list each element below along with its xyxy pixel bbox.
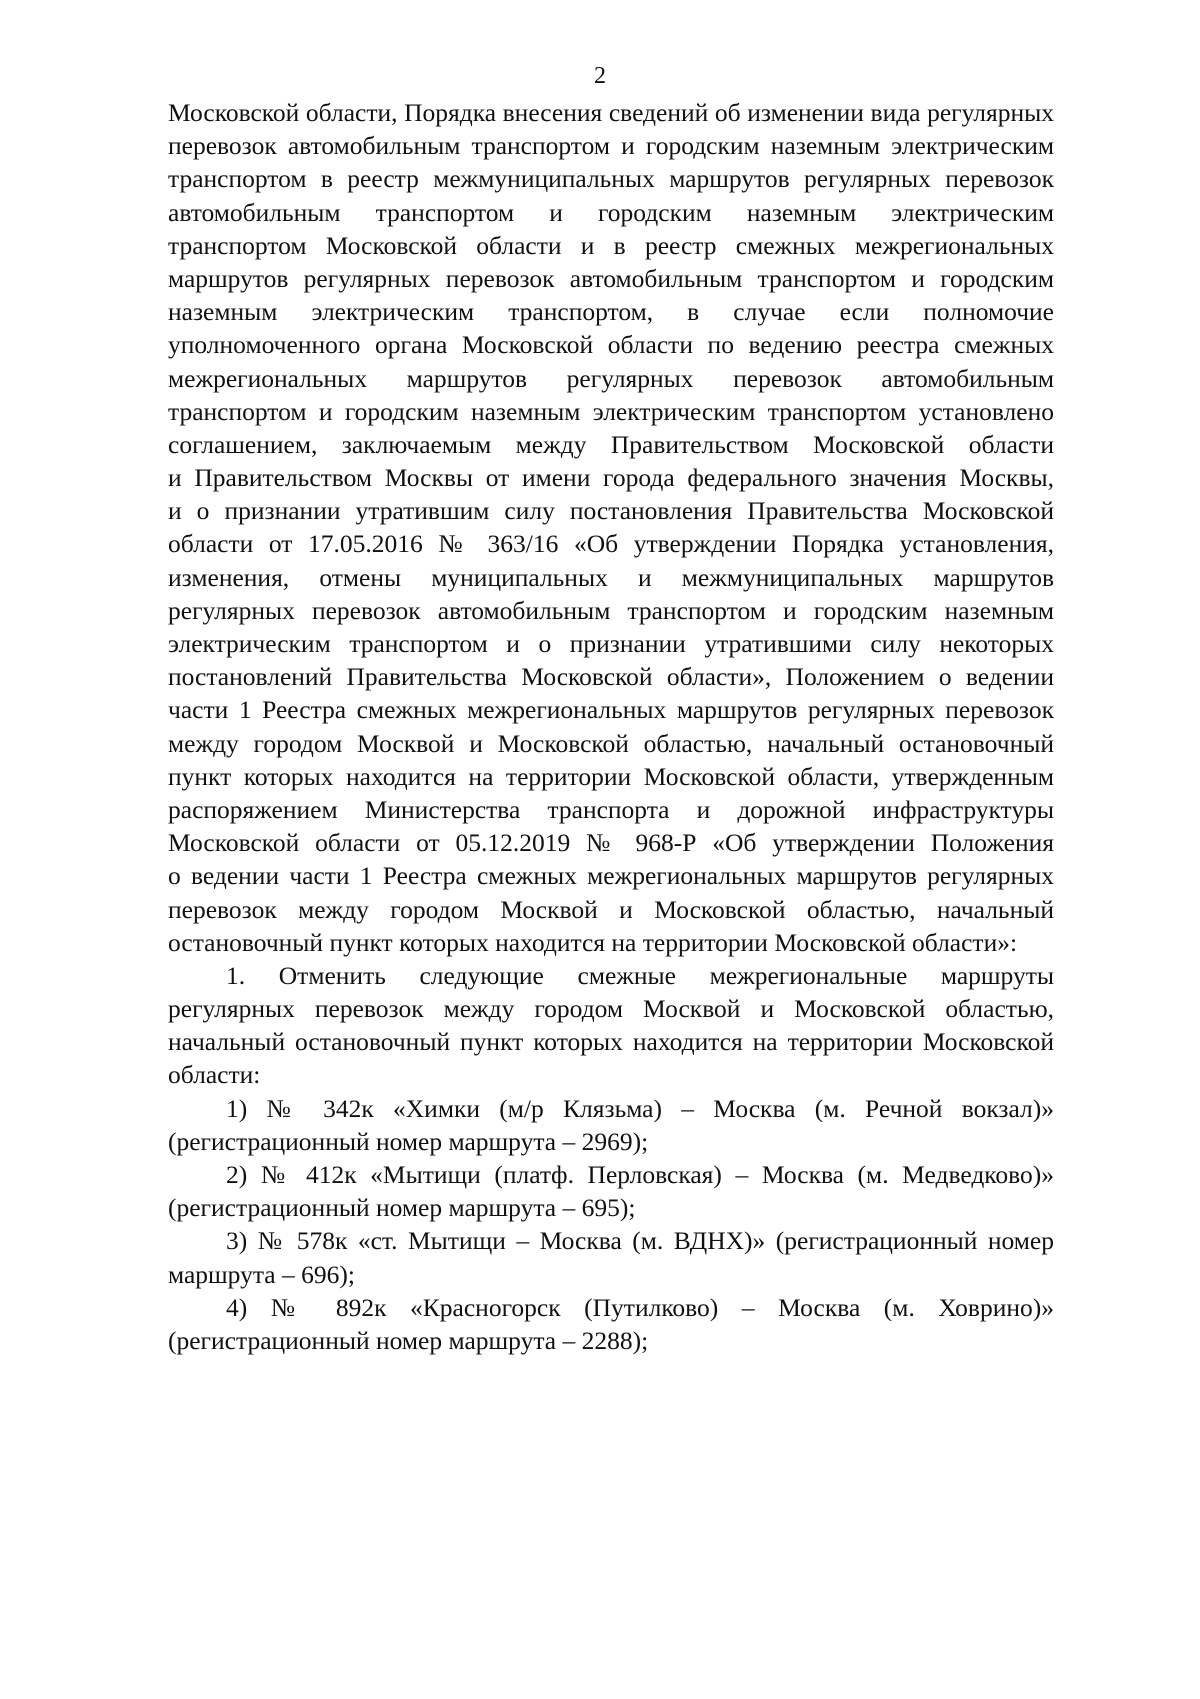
text-line: о ведении части 1 Реестра смежных межрегиональных маршрутов регулярных [168, 861, 1054, 891]
text-line: регулярных перевозок автомобильным транспортом и городским наземным [168, 595, 1054, 625]
text-line: изменения, отмены муниципальных и межмуниципальных маршрутов [168, 562, 1054, 592]
text-line: Московской области, Порядка внесения сведений об изменении вида регулярных [168, 98, 1054, 127]
text-line: остановочный пункт которых находится на территории Московской области»: [168, 927, 1018, 957]
text-line: межрегиональных маршрутов регулярных перевозок автомобильным [168, 363, 1054, 393]
text-line: части 1 Реестра смежных межрегиональных маршрутов регулярных перевозок [168, 695, 1054, 725]
text-line: маршрута – 696); [168, 1259, 355, 1289]
paragraph [168, 1092, 1054, 1158]
text-line: начальный остановочный пункт которых находится на территории Московской [168, 1027, 1054, 1057]
text-line: 3) № 578к «ст. Мытищи – Москва (м. ВДНХ)» (регистрационный номер [226, 1226, 1054, 1256]
text-line: соглашением, заключаемым между Правительством Московской области [168, 429, 1054, 459]
text-line: и о признании утратившим силу постановления Правительства Московской [168, 496, 1054, 526]
document-body [168, 96, 1054, 1357]
text-line: и Правительством Москвы от имени города федерального значения Москвы, [168, 463, 1054, 493]
text-line: транспортом Московской области и в реестр смежных межрегиональных [168, 230, 1054, 260]
text-line: пункт которых находится на территории Московской области, утвержденным [168, 761, 1054, 791]
text-line: 4) № 892к «Красногорск (Путилково) – Москва (м. Ховрино)» [226, 1292, 1054, 1322]
text-line: (регистрационный номер маршрута – 2288); [168, 1325, 649, 1355]
text-line: 2) № 412к «Мытищи (платф. Перловская) – Москва (м. Медведково)» [226, 1160, 1054, 1189]
paragraph [168, 959, 1054, 1092]
text-line: регулярных перевозок между городом Москвой и Московской областью, [168, 994, 1054, 1024]
text-line: распоряжением Министерства транспорта и дорожной инфраструктуры [168, 794, 1054, 824]
paragraph [168, 1291, 1054, 1357]
text-line: маршрутов регулярных перевозок автомобильным транспортом и городским [168, 263, 1054, 293]
text-line: 1) № 342к «Химки (м/р Клязьма) – Москва (м. Речной вокзал)» [226, 1093, 1054, 1123]
text-line: автомобильным транспортом и городским наземным электрическим [168, 197, 1054, 227]
text-line: уполномоченного органа Московской области по ведению реестра смежных [168, 330, 1054, 360]
text-line: области от 17.05.2016 № 363/16 «Об утверждении Порядка установления, [168, 529, 1054, 559]
page-number: 2 [594, 63, 606, 89]
text-line: транспортом в реестр межмуниципальных маршрутов регулярных перевозок [168, 164, 1054, 194]
text-line: между городом Москвой и Московской областью, начальный остановочный [168, 728, 1054, 758]
text-line: постановлений Правительства Московской области», Положением о ведении [168, 662, 1054, 692]
text-line: наземным электрическим транспортом, в случае если полномочие [168, 297, 1054, 327]
text-line: 1. Отменить следующие смежные межрегиональные маршруты [226, 960, 1054, 990]
paragraph [168, 1158, 1054, 1224]
text-line: электрическим транспортом и о признании утратившими силу некоторых [168, 629, 1054, 658]
text-line: области: [168, 1060, 261, 1090]
text-line: Московской области от 05.12.2019 № 968-Р «Об утверждении Положения [168, 828, 1054, 858]
text-line: перевозок между городом Москвой и Московской областью, начальный [168, 894, 1054, 924]
paragraph [168, 1224, 1054, 1290]
text-line: (регистрационный номер маршрута – 695); [168, 1193, 636, 1223]
paragraph [168, 96, 1054, 959]
text-line: (регистрационный номер маршрута – 2969); [168, 1126, 649, 1156]
text-line: транспортом и городским наземным электрическим транспортом установлено [168, 396, 1054, 426]
text-line: перевозок автомобильным транспортом и городским наземным электрическим [168, 131, 1054, 161]
